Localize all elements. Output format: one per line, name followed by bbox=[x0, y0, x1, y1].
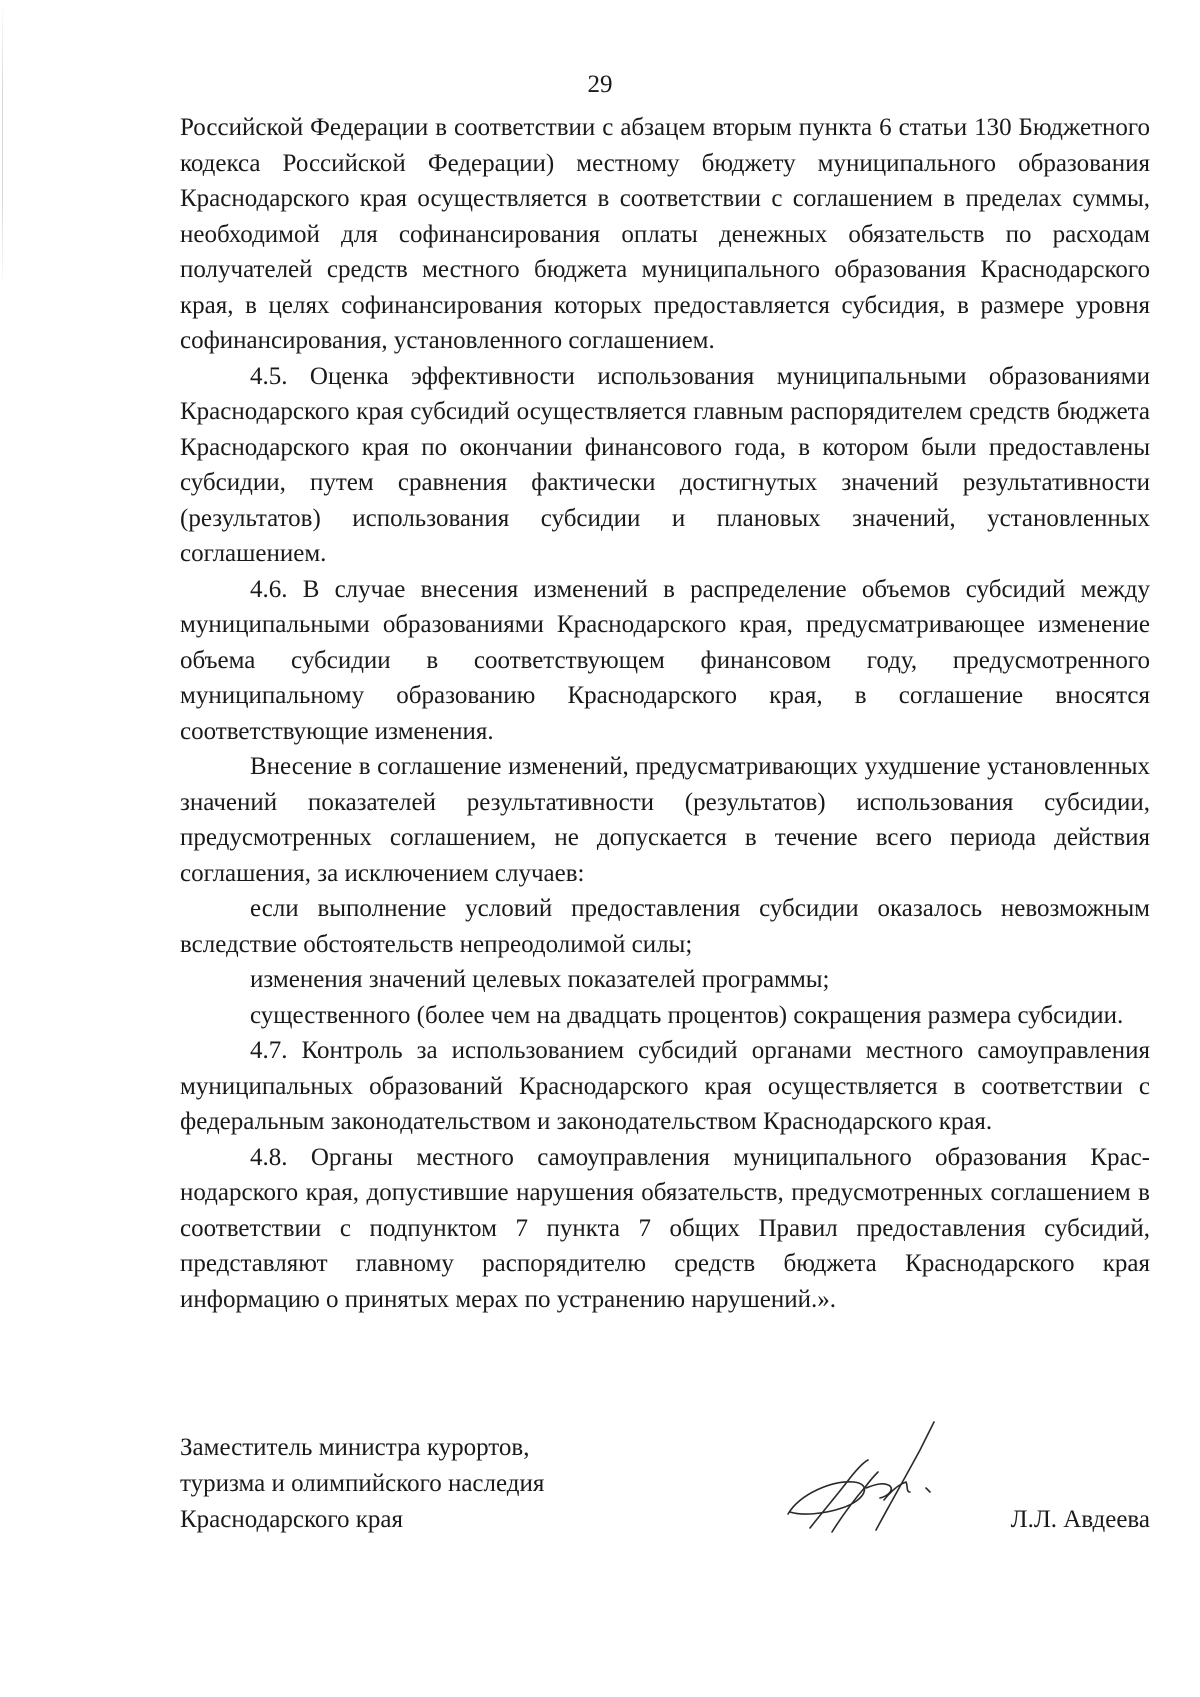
signatory-title-line: туризма и олимпийского наследия bbox=[180, 1470, 545, 1497]
paragraph-4-7: 4.7. Контроль за использованием субсидий органами местного самоуправления муниципальных образований Краснодарского края осуществляется в соответствии с федеральным законодательством и законодательством Краснодарского края. bbox=[180, 1037, 1150, 1135]
paragraph-4-8: 4.8. Органы местного самоуправления муниципального образования Краснодарского края, допустившие нарушения обязательств, предусмотренных соглашением в соответствии с подпунктом 7 пункта 7 общих Правил предоставления субсидий, представляют главному распорядителю средств бюджета Краснодарского края информацию о принятых мерах по устранению нарушений.». bbox=[180, 1143, 1150, 1313]
signatory-title bbox=[180, 1430, 544, 1538]
signatory-title-line: Заместитель министра курортов, bbox=[180, 1434, 530, 1461]
page-number: 29 bbox=[587, 71, 613, 98]
signatory-name: Л.Л. Авдеева bbox=[1010, 1506, 1150, 1533]
paragraph-amendments: Внесение в соглашение изменений, предусматривающих ухудшение установленных значений показателей результативности (результатов) использования субсидии, предусмотренных соглашением, не допускается в течение всего периода действия соглашения, за исключением случаев: bbox=[180, 753, 1150, 887]
paragraph-exception-targets: изменения значений целевых показателей программы; bbox=[250, 966, 830, 993]
signature-block bbox=[180, 1430, 1150, 1560]
paragraph-continuation: Российской Федерации в соответствии с абзацем вторым пункта 6 статьи 130 Бюджетного кодекса Российской Федерации) местному бюджету муниципального образования Краснодарского края осуществляется в соответствии с соглашением в пределах суммы, необходимой для софинансирования оплаты денежных обязательств по расходам получателей средств местного бюджета муниципального образования Краснодарского края, в целях софинансирования которых предоставляется субсидия, в размере уровня софинансирования, установленного соглашением. bbox=[180, 114, 1150, 354]
scan-edge-mark bbox=[2, 0, 3, 290]
signatory-title-line: Краснодарского края bbox=[180, 1506, 403, 1533]
paragraph-exception-reduction: существенного (более чем на двадцать процентов) сокращения размера субсидии. bbox=[250, 1001, 1124, 1029]
paragraph-4-5: 4.5. Оценка эффективности использования муниципальными образованиями Краснодарского края субсидий осуществляется главным распорядителем средств бюджета Краснодарского края по окончании финансового года, в котором были предоставлены субсидии, путем сравнения фактически достигнутых значений результативности (результатов) использования субсидии и плановых значений, установленных соглашением. bbox=[180, 362, 1150, 567]
paragraph-exception-force-majeure: если выполнение условий предоставления субсидии оказалось невозможным вследствие обстоятельств непреодолимой силы; bbox=[180, 895, 1150, 958]
paragraph-4-6: 4.6. В случае внесения изменений в распределение объемов субсидий между муниципальными образованиями Краснодарского края, предусматривающее изменение объема субсидии в соответствующем финансовом году, предусмотренного муниципальному образованию Краснодарского края, в соглашение вносятся соответствующие изменения. bbox=[180, 575, 1150, 745]
handwritten-signature-icon bbox=[780, 1416, 950, 1546]
document-body bbox=[180, 110, 1150, 1317]
